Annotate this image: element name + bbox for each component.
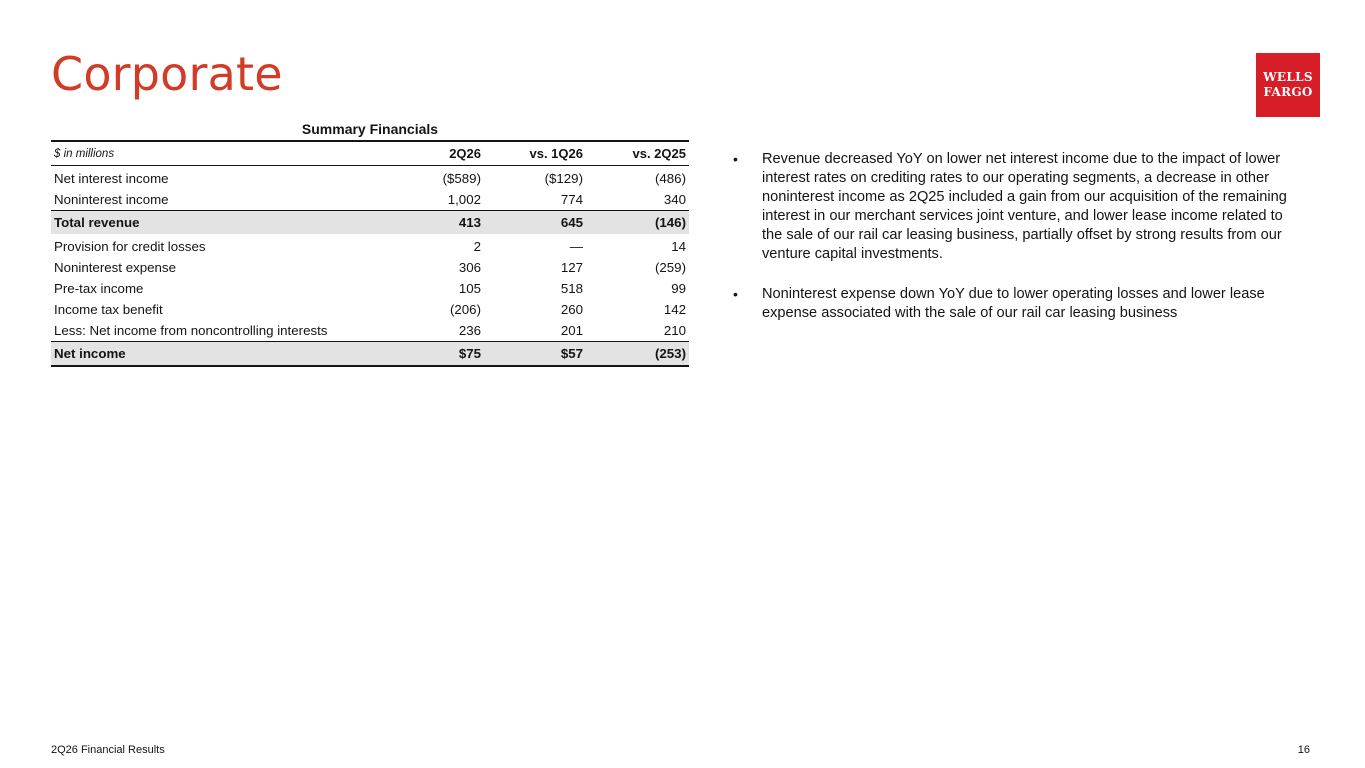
cell-2q26: 413 [398,211,483,235]
cell-vs-2q25: (486) [654,171,686,186]
row-label: Noninterest income [54,192,169,207]
bullet-text: Noninterest expense down YoY due to lower operating losses and lower lease expense associated with the sale of our rail car leasing business [762,286,1265,321]
header-vs-2q25: vs. 2Q25 [586,141,689,166]
header-units: $ in millions [51,141,398,166]
table-header-row [51,141,689,166]
bullet-item [731,150,1306,264]
cell-vs-2q25: (253) [586,342,689,367]
cell-2q26: 306 [458,260,481,275]
table-row [51,257,689,278]
cell-2q26: (206) [449,302,481,317]
table-row [51,278,689,299]
cell-vs-1q26: 645 [483,211,586,235]
page-title: Corporate [51,47,283,101]
logo-line-1: WELLS [1263,70,1313,84]
cell-2q26: 236 [458,323,481,338]
table-row [51,299,689,320]
row-label: Noninterest expense [54,260,176,275]
row-label: Net income [51,342,398,367]
row-label: Income tax benefit [54,302,163,317]
table-row [51,189,689,211]
cell-2q26: $75 [398,342,483,367]
table-row [51,234,689,257]
wells-fargo-logo [1256,53,1320,117]
table-title: Summary Financials [301,121,439,137]
cell-vs-1q26: ($129) [544,171,583,186]
bullet-item [731,285,1306,323]
cell-vs-2q25: 340 [663,192,686,207]
table-row-net-income [51,342,689,367]
row-label: Less: Net income from noncontrolling interests [54,323,328,338]
cell-2q26: 2 [473,239,481,254]
footer-title: 2Q26 Financial Results [51,744,165,756]
cell-vs-2q25: 210 [663,323,686,338]
row-label: Pre-tax income [54,281,144,296]
cell-2q26: 105 [458,281,481,296]
table-row [51,166,689,190]
row-label: Provision for credit losses [54,239,206,254]
header-2q26: 2Q26 [398,141,483,166]
table-row-total-revenue [51,211,689,235]
cell-vs-1q26: 201 [560,323,583,338]
page-number: 16 [1297,744,1310,756]
commentary-bullets [731,150,1306,344]
cell-vs-1q26: 518 [560,281,583,296]
cell-vs-2q25: 99 [671,281,686,296]
cell-vs-2q25: 14 [671,239,686,254]
cell-2q26: ($589) [442,171,481,186]
cell-vs-2q25: 142 [663,302,686,317]
row-label: Net interest income [54,171,169,186]
cell-vs-1q26: 774 [560,192,583,207]
cell-vs-1q26: 260 [560,302,583,317]
header-vs-1q26: vs. 1Q26 [483,141,586,166]
row-label: Total revenue [51,211,398,235]
summary-financials-table [51,118,689,367]
bullet-icon: • [733,151,738,167]
cell-vs-1q26: $57 [483,342,586,367]
logo-line-2: FARGO [1263,85,1313,99]
table-row [51,320,689,342]
cell-vs-2q25: (259) [654,260,686,275]
cell-vs-1q26: 127 [560,260,583,275]
bullet-icon: • [733,286,738,302]
cell-2q26: 1,002 [447,192,481,207]
bullet-text: Revenue decreased YoY on lower net interest income due to the impact of lower interest rates on crediting rates to our operating segments, a decrease in other noninterest income as 2Q25 included a gain from our acquisition of the remaining interest in our merchant services joint venture, and lower lease income related to the sale of our rail car leasing business, partially offset by strong results from our venture capital investments. [762,151,1287,262]
financials-table [51,140,689,367]
cell-vs-1q26: — [569,239,583,254]
cell-vs-2q25: (146) [586,211,689,235]
